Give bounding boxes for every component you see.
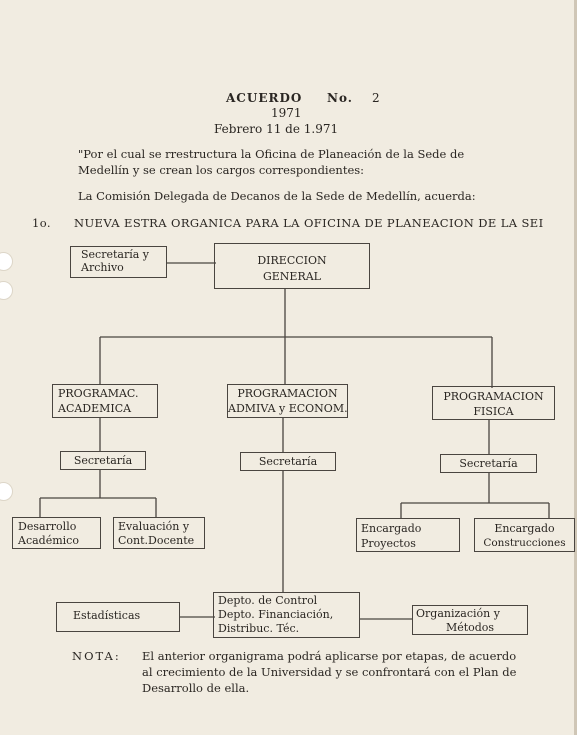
- preamble-line: Medellín y se crean los cargos correspondientes:: [78, 163, 365, 177]
- box-label: Métodos: [445, 621, 495, 634]
- box-programacion-fisica: [432, 386, 555, 420]
- box-label: PROGRAMACION: [443, 390, 544, 403]
- box-secretaria-archivo: [70, 246, 167, 278]
- box-encargado-proyectos: [356, 518, 460, 552]
- box-evaluacion-docente: [113, 517, 205, 549]
- box-label: Académico: [18, 534, 79, 547]
- decision-text: La Comisión Delegada de Decanos de la Sede de Medellín, acuerda:: [78, 189, 476, 203]
- box-programacion-academica: [52, 384, 158, 418]
- box-label: Archivo: [81, 261, 124, 274]
- box-label: Encargado: [494, 522, 555, 535]
- nota-text: al crecimiento de la Universidad y se confrontará con el Plan de: [142, 665, 517, 679]
- document-title: ACUERDO: [226, 91, 303, 105]
- box-label: ADMIVA y ECONOM.: [228, 402, 348, 415]
- box-label: Depto. Financiación,: [218, 608, 334, 621]
- box-secretaria-academica: [60, 451, 146, 470]
- nota-text: Desarrollo de ella.: [142, 681, 250, 695]
- box-estadisticas: [56, 602, 180, 632]
- box-label: ACADEMICA: [58, 402, 132, 415]
- box-label: DIRECCION: [257, 254, 327, 267]
- box-label: Evaluación y: [118, 520, 190, 533]
- box-secretaria-admiva: [240, 452, 336, 471]
- box-label: Encargado: [361, 522, 422, 535]
- article-heading: NUEVA ESTRA ORGANICA PARA LA OFICINA DE PLANEACION DE LA SEI: [74, 216, 544, 230]
- number-label: No.: [327, 91, 353, 105]
- box-departamentos: [213, 592, 360, 638]
- box-label: Cont.Docente: [118, 534, 195, 547]
- box-encargado-construcciones: [474, 518, 575, 552]
- box-label: Secretaría: [459, 457, 518, 470]
- box-label: Depto. de Control: [218, 594, 318, 607]
- box-label: Construcciones: [483, 537, 566, 549]
- box-label: PROGRAMAC.: [58, 387, 139, 400]
- box-desarrollo-academico: [12, 517, 101, 549]
- document-year: 1971: [271, 106, 302, 120]
- article-number: 1o.: [32, 216, 51, 230]
- box-secretaria-fisica: [440, 454, 537, 473]
- box-label: Organización y: [416, 607, 500, 620]
- document-number: 2: [372, 91, 380, 105]
- box-programacion-admiva: [227, 384, 348, 418]
- box-organizacion-metodos: [412, 605, 528, 635]
- box-direccion-general: [214, 243, 370, 289]
- box-label: Secretaría y: [81, 248, 149, 261]
- document-date: Febrero 11 de 1.971: [214, 122, 339, 136]
- box-label: Proyectos: [361, 537, 416, 550]
- nota-label: NOTA:: [72, 649, 121, 663]
- box-label: GENERAL: [262, 270, 321, 283]
- nota-text: El anterior organigrama podrá aplicarse por etapas, de acuerdo: [142, 649, 517, 663]
- preamble-line: "Por el cual se rrestructura la Oficina de Planeación de la Sede de: [78, 147, 465, 161]
- box-label: Secretaría: [73, 454, 133, 467]
- box-label: Desarrollo: [18, 520, 77, 533]
- box-label: PROGRAMACION: [237, 387, 338, 400]
- box-label: FISICA: [473, 405, 514, 418]
- box-label: Estadísticas: [73, 609, 141, 622]
- box-label: Secretaría: [258, 455, 318, 468]
- box-label: Distribuc. Téc.: [218, 622, 300, 635]
